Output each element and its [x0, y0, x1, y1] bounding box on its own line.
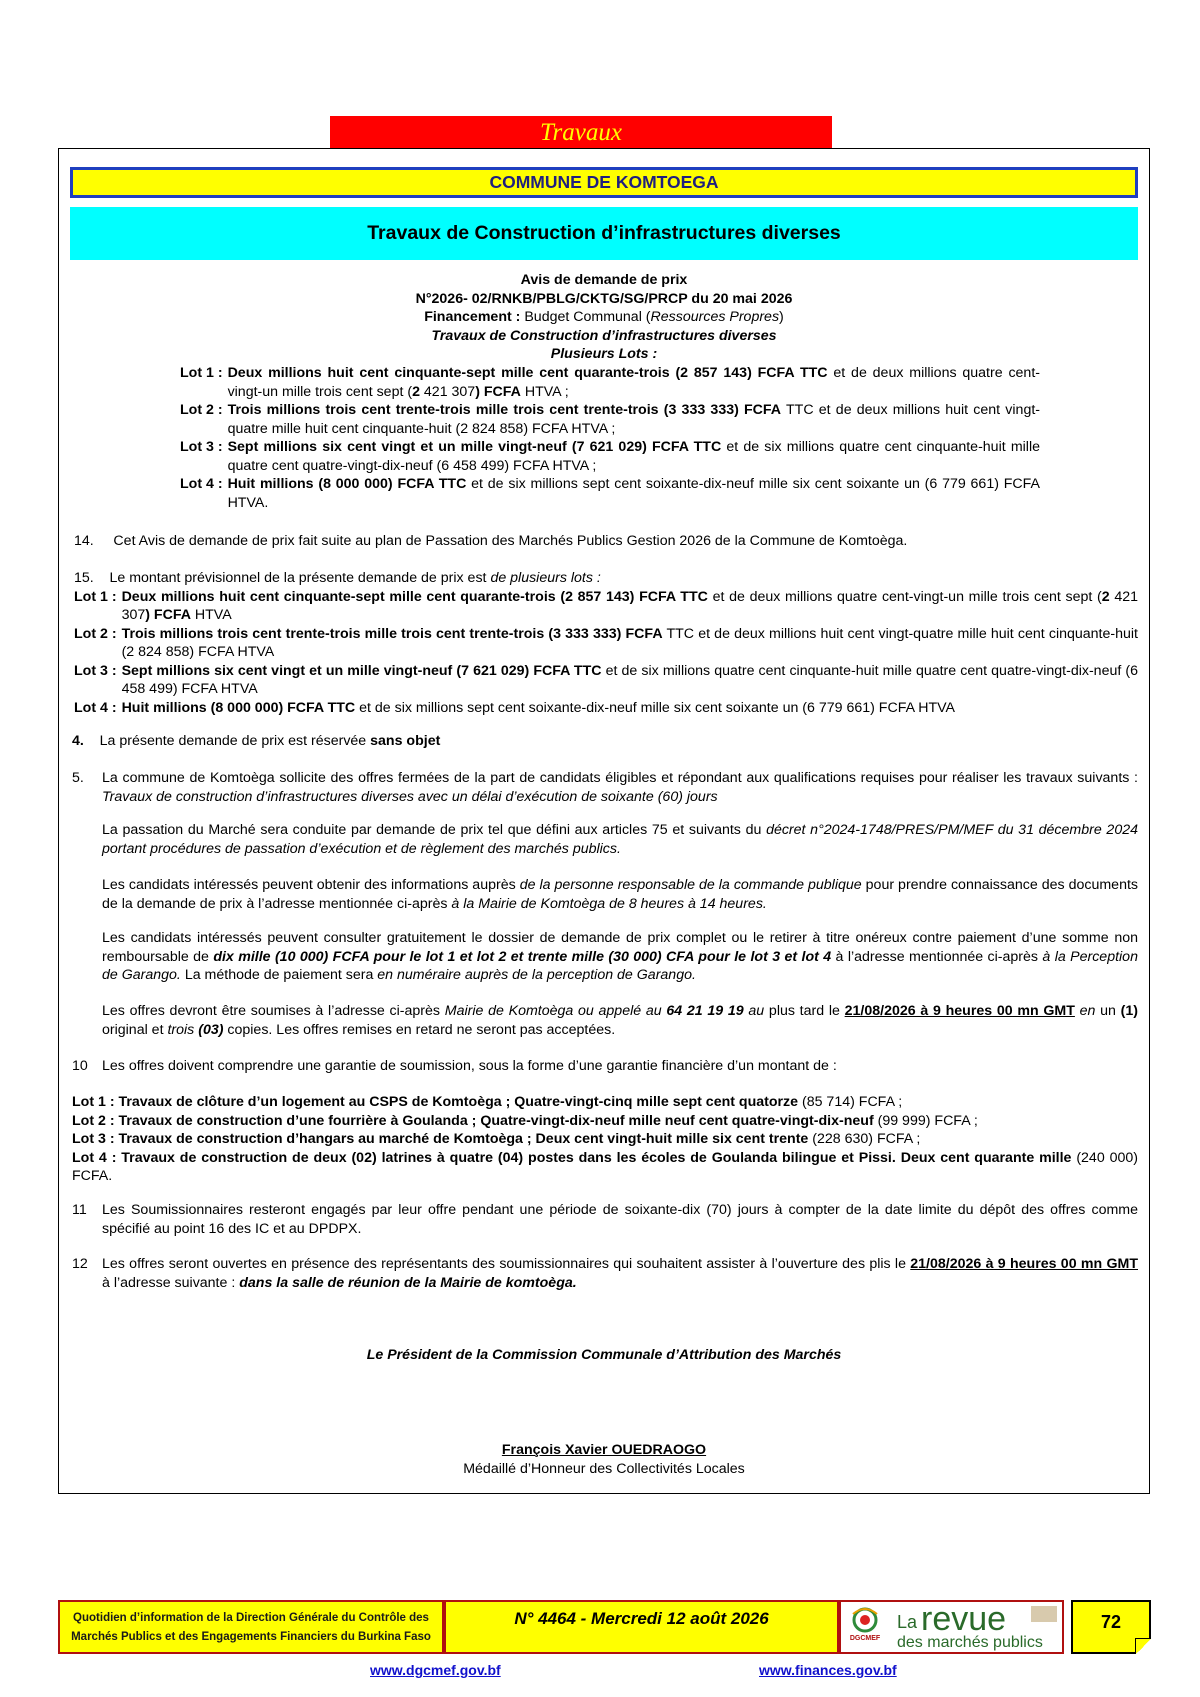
footer-publisher: Quotidien d’information de la Direction Générale du Contrôle des Marchés Publics et des Engagements Financiers du Burkina Faso — [58, 1600, 444, 1654]
paragraph-submission: Les offres devront être soumises à l’adresse ci-après Mairie de Komtoèga ou appelé au 64 21 19 19 au plus tard le 21/08/2026 à 9 heures 00 mn GMT en un (1) original et trois (03) copies. Les offres remises en retard ne seront pas acceptées. — [102, 1003, 1139, 1038]
section-tab: Travaux — [330, 116, 832, 149]
paragraph-4: 4. La présente demande de prix est réservée sans objet — [72, 733, 441, 749]
paragraph-information: Les candidats intéressés peuvent obtenir des informations auprès de la personne responsable de la commande publique pour prendre connaissance des documents de la demande de prix à l’adresse mentionnée ci-après à la Mairie de Komtoèga de 8 heures à 14 heures. — [102, 877, 1139, 912]
paragraph-12: 12 Les offres seront ouvertes en présence des représentants des soumissionnaires qui souhaitent assister à l’ouverture des plis le 21/08/2026 à 9 heures 00 mn GMT à l’adresse suivante : dans la salle de réunion de la Mairie de komtoèga. — [72, 1256, 1138, 1291]
amount-lot-3: Lot 3 : Sept millions six cent vingt et un mille vingt-neuf (7 621 029) FCFA TTC et de six millions quatre cent cinquante-huit mille quatre cent quatre-vingt-dix-neuf (6 458 499) FCFA HTVA — [74, 662, 1138, 697]
notice-reference: N°2026- 02/RNKB/PBLG/CKTG/SG/PRCP du 20 mai 2026 — [415, 290, 793, 307]
notice-heading: Avis de demande de prix — [520, 272, 688, 288]
paragraph-11: 11 Les Soumissionnaires resteront engagés par leur offre pendant une période de soixante-dix (70) jours à compter de la date limite du dépôt des offres comme spécifié au point 16 des IC et au DPDPX. — [72, 1202, 1138, 1237]
paragraph-dossier: Les candidats intéressés peuvent consulter gratuitement le dossier de demande de prix complet ou le retirer à titre onéreux contre paiement d’une somme non remboursable de dix mille (10 000) FCFA pour le lot 1 et lot 2 et trente mille (30 000) CFA pour le lot 3 et lot 4 à l’adresse mentionnée ci-après à la Perception de Garango. La méthode de paiement sera en numéraire auprès de la perception de Garango. — [102, 930, 1138, 983]
signatory-distinction: Médaillé d’Honneur des Collectivités Locales — [463, 1460, 745, 1477]
guarantee-lot-3: Lot 3 : Travaux de construction d’hangars au marché de Komtoèga ; Deux cent vingt-huit mille six cent trente (228 630) FCFA ; — [72, 1131, 921, 1147]
footer-issue: N° 4464 - Mercredi 12 août 2026 — [444, 1600, 839, 1654]
svg-text:DGCMEF: DGCMEF — [849, 1635, 881, 1642]
guarantee-lot-4: Lot 4 : Travaux de construction de deux (02) latrines à quatre (04) postes dans les écoles de Goulanda bilingue et Pissi. Deux cent quarante mille (240 000) FCFA. — [72, 1149, 1138, 1184]
link-dgcmef[interactable]: www.dgcmef.gov.bf — [370, 1662, 501, 1678]
paragraph-14: 14. Cet Avis de demande de prix fait suite au plan de Passation des Marchés Publics Gestion 2026 de la Commune de Komtoèga. — [74, 533, 908, 549]
lots-heading: Plusieurs Lots : — [550, 346, 658, 362]
guarantee-lots — [72, 1093, 1138, 1186]
financing-line: Financement : Budget Communal (Ressources Propres) — [424, 309, 784, 325]
commune-title: COMMUNE DE KOMTOEGA — [70, 167, 1138, 198]
amount-lot-4: Lot 4 : Huit millions (8 000 000) FCFA TTC et de six millions sept cent soixante-dix-neuf mille six cent soixante un (6 779 661) FCFA HTVA — [74, 699, 955, 716]
revue-logo — [839, 1600, 1064, 1654]
link-finances[interactable]: www.finances.gov.bf — [759, 1662, 897, 1678]
paragraph-15 — [74, 569, 1138, 717]
signatory-name: François Xavier OUEDRAOGO — [501, 1442, 707, 1458]
paragraph-10: 10 Les offres doivent comprendre une garantie de soumission, sous la forme d’une garantie financière d’un montant de : — [72, 1058, 837, 1074]
notice-heading-block — [70, 271, 1138, 364]
paragraph-procedure: La passation du Marché sera conduite par demande de prix tel que défini aux articles 75 et suivants du décret n°2024-1748/PRES/PM/MEF du 31 décembre 2024 portant procédures de passation d’exécution et de règlement des marchés publics. — [102, 822, 1138, 857]
notice-lot-4: Lot 4 : Huit millions (8 000 000) FCFA TTC et de six millions sept cent soixante-dix-neuf mille six cent soixante un (6 779 661) FCFA HTVA. — [180, 476, 1040, 511]
paragraph-15-intro: 15. Le montant prévisionnel de la présente demande de prix est de plusieurs lots : — [74, 570, 601, 586]
amount-lot-1: Lot 1 : Deux millions huit cent cinquante-sept mille cent quarante-trois (2 857 143) FCFA TTC et de deux millions quatre cent-vingt-un mille trois cent sept (2 421 307) FCFA HTVA — [74, 588, 1138, 623]
notice-lot-2: Lot 2 : Trois millions trois cent trente-trois mille trois cent trente-trois (3 333 333) FCFA TTC et de deux millions huit cent vingt-quatre mille huit cent cinquante-huit (2 824 858) FCFA HTVA ; — [180, 402, 1040, 437]
page-number: 72 — [1071, 1600, 1151, 1654]
notice-lots — [180, 364, 1040, 512]
notice-lot-1: Lot 1 : Deux millions huit cent cinquante-sept mille cent quarante-trois (2 857 143) FCFA TTC et de deux millions quatre cent-vingt-un mille trois cent sept (2 421 307) FCFA HTVA ; — [180, 365, 1040, 400]
svg-text:des marchés publics: des marchés publics — [897, 1634, 1043, 1651]
notice-subject: Travaux de Construction d’infrastructures diverses — [431, 327, 777, 344]
svg-text:La: La — [897, 1612, 918, 1632]
amount-lot-2: Lot 2 : Trois millions trois cent trente-trois mille trois cent trente-trois (3 333 333) FCFA TTC et de deux millions huit cent vingt-quatre mille huit cent cinquante-huit (2 824 858) FCFA HTVA — [74, 625, 1138, 660]
signature-block — [70, 1441, 1138, 1478]
guarantee-lot-1: Lot 1 : Travaux de clôture d’un logement au CSPS de Komtoèga ; Quatre-vingt-cinq mille sept cent quatorze (85 714) FCFA ; — [72, 1094, 903, 1110]
paragraph-5: 5. La commune de Komtoèga sollicite des offres fermées de la part de candidats éligibles et répondant aux qualifications requises pour réaliser les travaux suivants : Travaux de construction d’infrastructures diverses avec un délai d’exécution de soixante (60) jours — [72, 770, 1138, 805]
svg-text:revue: revue — [921, 1602, 1007, 1638]
guarantee-lot-2: Lot 2 : Travaux de construction d’une fourrière à Goulanda ; Quatre-vingt-dix-neuf mille neuf cent quatre-vingt-dix-neuf (99 999) FCFA ; — [72, 1112, 978, 1129]
signatory-role: Le Président de la Commission Communale d’Attribution des Marchés — [366, 1347, 842, 1363]
notice-lot-3: Lot 3 : Sept millions six cent vingt et un mille vingt-neuf (7 621 029) FCFA TTC et de six millions quatre cent cinquante-huit mille quatre cent quatre-vingt-dix-neuf (6 458 499) FCFA HTVA ; — [180, 439, 1040, 474]
notice-title: Travaux de Construction d’infrastructures diverses — [70, 207, 1138, 260]
revue-logo-graphic — [841, 1602, 1062, 1652]
page-corner-fold — [1135, 1638, 1151, 1654]
